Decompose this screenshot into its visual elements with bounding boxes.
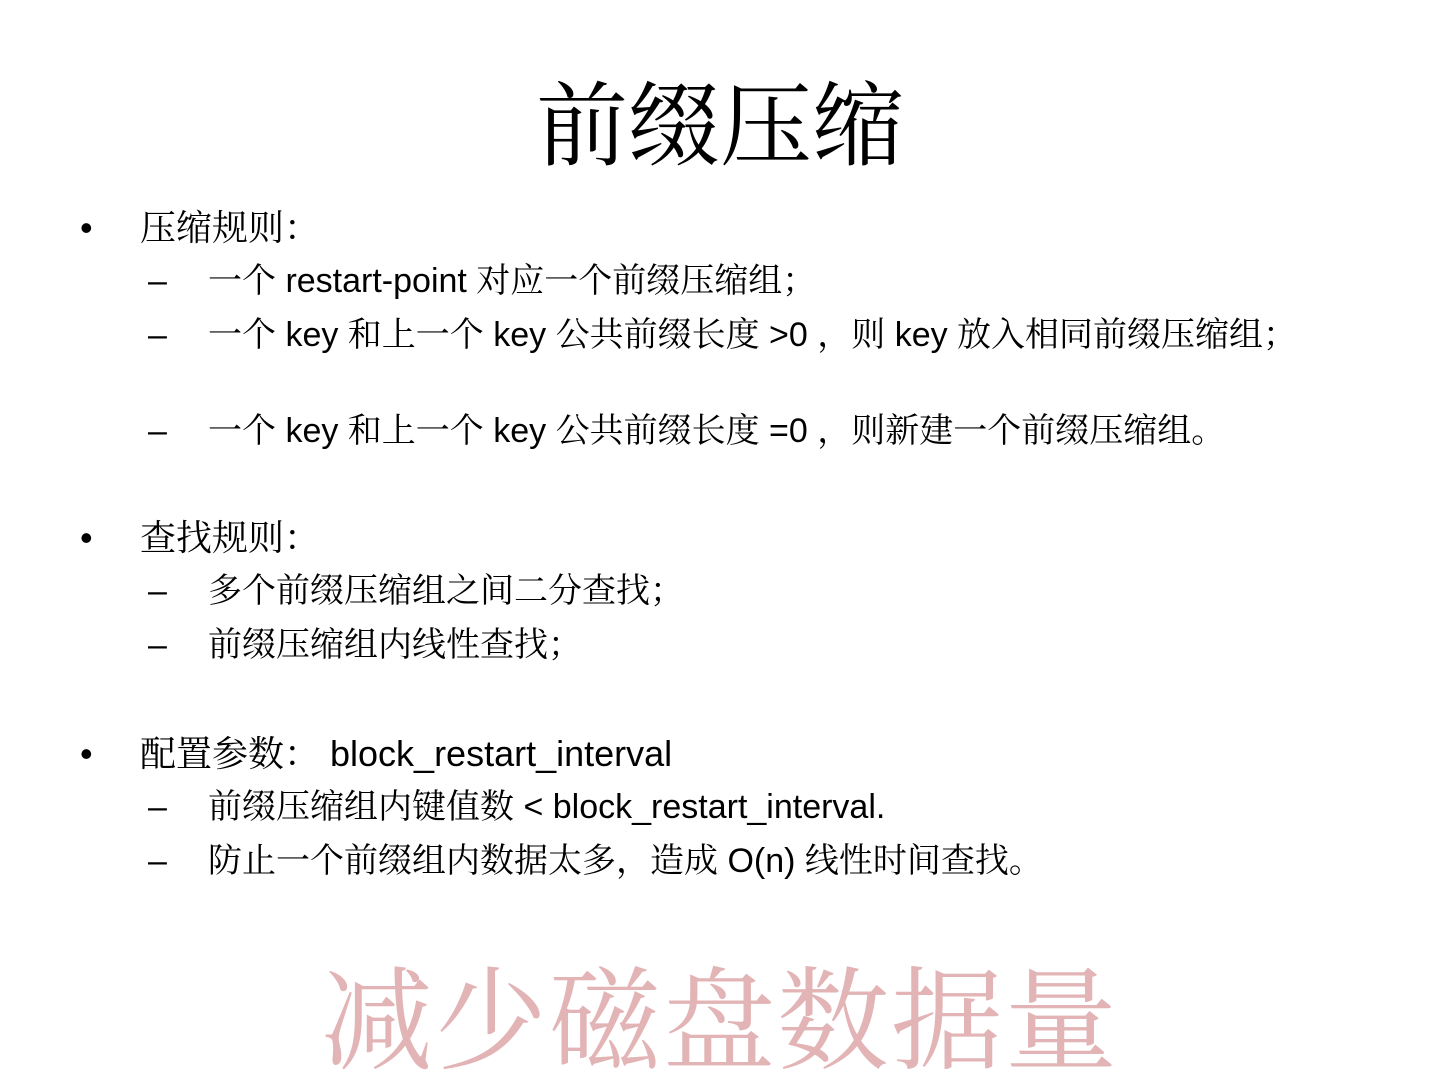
bullet-dot: •: [80, 207, 93, 248]
sub-dash: –: [148, 316, 167, 354]
sub-item-text: 前缀压缩组内线性查找；: [208, 626, 582, 664]
sub-item-text: 前缀压缩组内键值数 < block_restart_interval.: [208, 788, 886, 826]
sub-item-text: 一个 restart-point 对应一个前缀压缩组；: [208, 262, 817, 300]
sub-dash: –: [148, 262, 167, 300]
bullet-heading: 配置参数： block_restart_interval: [140, 733, 673, 774]
sub-item-text: 多个前缀压缩组之间二分查找；: [208, 572, 684, 610]
sub-dash: –: [148, 572, 167, 610]
sub-item-text: 一个 key 和上一个 key 公共前缀长度 >0 ，则 key 放入相同前缀压缩组；: [208, 316, 1298, 354]
bullet-heading: 查找规则：: [140, 517, 321, 558]
slide-title: 前缀压缩: [535, 73, 904, 180]
sub-item-text: 一个 key 和上一个 key 公共前缀长度 =0 ，则新建一个前缀压缩组。: [208, 412, 1226, 450]
sub-dash: –: [148, 788, 167, 826]
sub-dash: –: [148, 842, 167, 880]
bullet-dot: •: [80, 517, 93, 558]
sub-dash: –: [148, 412, 167, 450]
footer-note: 减少磁盘数据量: [321, 957, 1119, 1087]
bullet-heading: 压缩规则：: [140, 207, 321, 248]
sub-item-text: 防止一个前缀组内数据太多，造成 O(n) 线性时间查找。: [208, 842, 1043, 880]
sub-dash: –: [148, 626, 167, 664]
bullet-dot: •: [80, 733, 93, 774]
